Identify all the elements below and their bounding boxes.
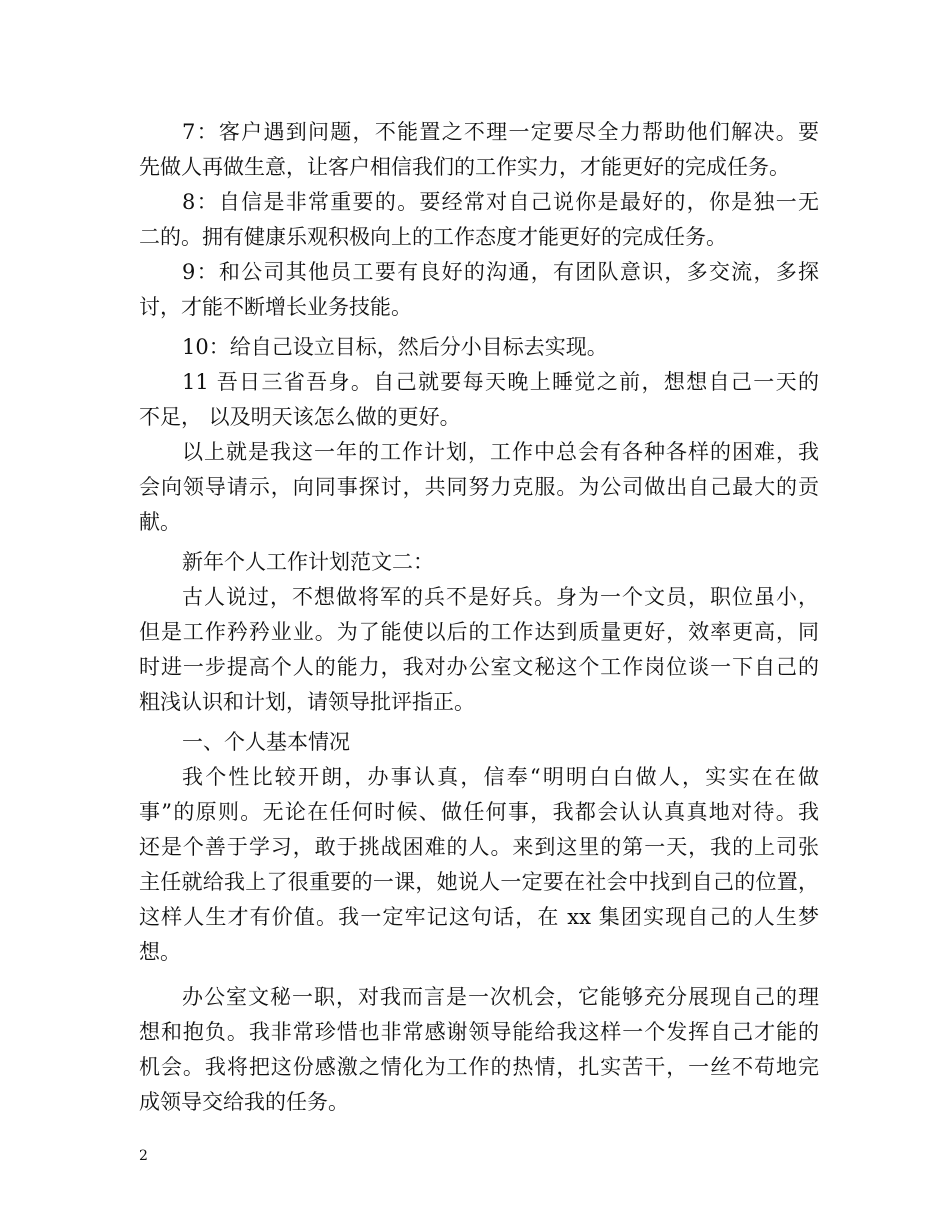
paragraph-line: 讨，才能不断增长业务技能。 [139, 295, 412, 319]
paragraph-line: 这样人生才有价值。我一定牢记这句话，在 xx 集团实现自己的人生梦 [139, 905, 819, 929]
paragraph-line: 成领导交给我的任务。 [139, 1090, 349, 1114]
paragraph-line: 机会。我将把这份感激之情化为工作的热情，扎实苦干，一丝不苟地完 [139, 1055, 819, 1079]
paragraph-line: 9：和公司其他员工要有良好的沟通，有团队意识，多交流，多探 [182, 260, 819, 284]
paragraph-line: 我个性比较开朗，办事认真，信奉“明明白白做人，实实在在做 [182, 765, 819, 789]
paragraph-line: 想和抱负。我非常珍惜也非常感谢领导能给我这样一个发挥自己才能的 [139, 1020, 819, 1044]
paragraph-line: 粗浅认识和计划，请领导批评指正。 [139, 690, 475, 714]
paragraph-line: 会向领导请示，向同事探讨，共同努力克服。为公司做出自己最大的贡 [139, 475, 819, 499]
section-heading: 一、个人基本情况 [182, 730, 350, 754]
paragraph-line: 11 吾日三省吾身。自己就要每天晚上睡觉之前，想想自己一天的 [182, 370, 819, 394]
paragraph-line: 还是个善于学习，敢于挑战困难的人。来到这里的第一天，我的上司张 [139, 835, 819, 859]
page-number: 2 [139, 1148, 148, 1164]
paragraph-line: 8：自信是非常重要的。要经常对自己说你是最好的，你是独一无 [182, 190, 819, 214]
paragraph-line: 二的。拥有健康乐观积极向上的工作态度才能更好的完成任务。 [139, 225, 727, 249]
paragraph-line: 但是工作矜矜业业。为了能使以后的工作达到质量更好，效率更高，同 [139, 620, 819, 644]
paragraph-line: 主任就给我上了很重要的一课，她说人一定要在社会中找到自己的位置， [139, 870, 819, 894]
paragraph-line: 古人说过，不想做将军的兵不是好兵。身为一个文员，职位虽小， [182, 585, 819, 609]
paragraph-line: 时进一步提高个人的能力，我对办公室文秘这个工作岗位谈一下自己的 [139, 655, 819, 679]
paragraph-line: 献。 [139, 510, 181, 534]
paragraph-line: 不足， 以及明天该怎么做的更好。 [139, 405, 461, 429]
paragraph-line: 7：客户遇到问题，不能置之不理一定要尽全力帮助他们解决。要 [182, 120, 819, 144]
paragraph-line: 办公室文秘一职，对我而言是一次机会，它能够充分展现自己的理 [182, 985, 819, 1009]
section-heading: 新年个人工作计划范文二： [182, 550, 434, 574]
paragraph-line: 想。 [139, 940, 181, 964]
paragraph-line: 事”的原则。无论在任何时候、做任何事，我都会认认真真地对待。我 [139, 800, 819, 824]
paragraph-line: 先做人再做生意，让客户相信我们的工作实力，才能更好的完成任务。 [139, 155, 790, 179]
paragraph-line: 10：给自己设立目标，然后分小目标去实现。 [182, 335, 608, 359]
paragraph-line: 以上就是我这一年的工作计划，工作中总会有各种各样的困难，我 [182, 440, 819, 464]
